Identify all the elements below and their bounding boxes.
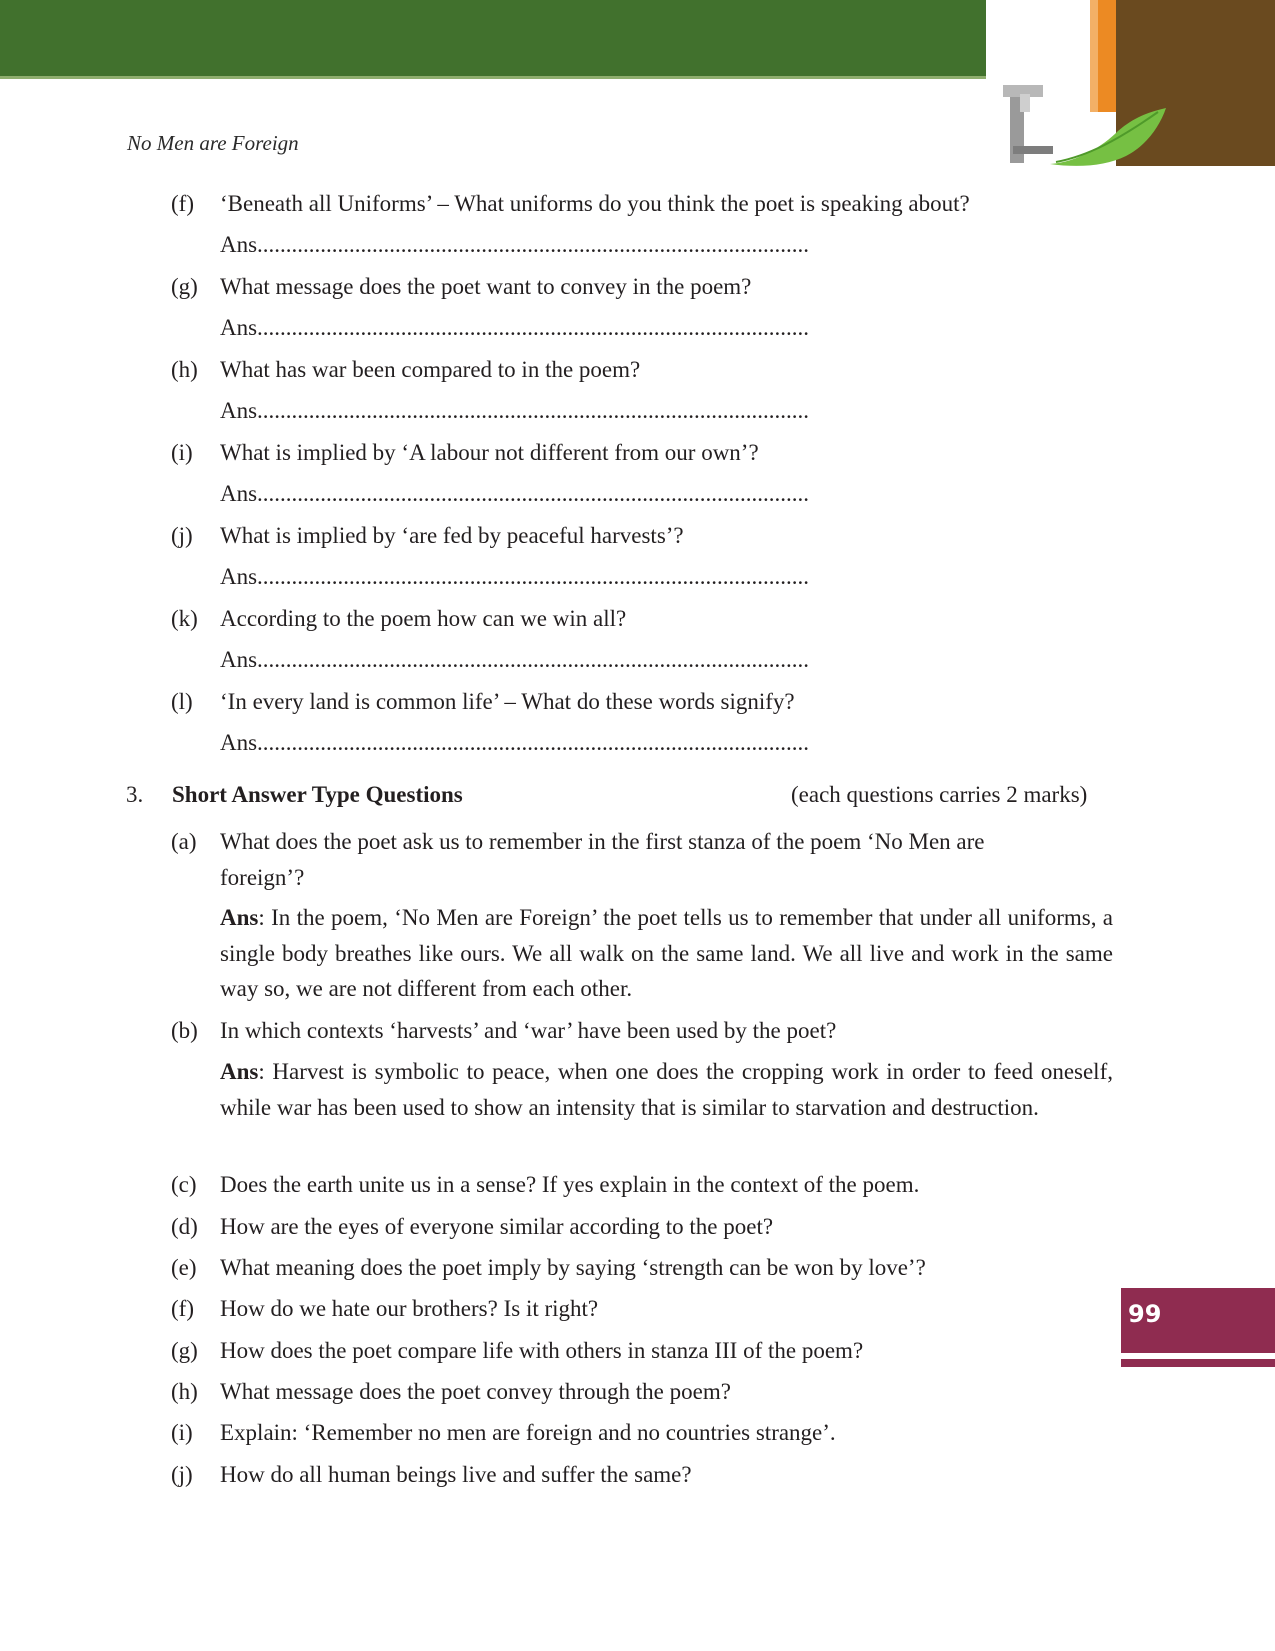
answer-line: Ans................................................................................................ [220, 647, 810, 672]
item-label: (g) [171, 274, 198, 299]
answer-line: Ans................................................................................................ [220, 232, 810, 257]
answer-text: : Harvest is symbolic to peace, when one does the cropping work in order to feed oneself, while war has been used to show an intensity that is similar to starvation and destruction. [220, 1059, 1113, 1120]
item-label: (j) [171, 1462, 193, 1487]
item-question: What meaning does the poet imply by saying ‘strength can be won by love’? [220, 1255, 926, 1280]
item-question: How does the poet compare life with others in stanza III of the poem? [220, 1338, 864, 1363]
header-green-line [0, 76, 986, 79]
answer-paragraph [220, 1054, 1113, 1125]
item-label: (h) [171, 1379, 198, 1404]
item-label: (j) [171, 523, 193, 548]
answer-prefix: Ans [220, 905, 259, 930]
item-question: ‘Beneath all Uniforms’ – What uniforms do you think the poet is speaking about? [220, 191, 970, 216]
page-number-underline [1121, 1359, 1275, 1367]
answer-line: Ans................................................................................................ [220, 398, 810, 423]
item-question: Does the earth unite us in a sense? If yes explain in the context of the poem. [220, 1172, 920, 1197]
item-question-cont: foreign’? [220, 865, 305, 890]
item-question: What does the poet ask us to remember in the first stanza of the poem ‘No Men are [220, 829, 985, 854]
running-title: No Men are Foreign [127, 131, 299, 155]
answer-paragraph [220, 900, 1113, 1007]
item-label: (e) [171, 1255, 197, 1280]
item-question: What message does the poet convey through the poem? [220, 1379, 731, 1404]
page-number: 99 [1128, 1300, 1162, 1328]
item-label: (i) [171, 440, 193, 465]
item-question: How do all human beings live and suffer the same? [220, 1462, 692, 1487]
answer-text: : In the poem, ‘No Men are Foreign’ the poet tells us to remember that under all uniforms, a single body breathes like ours. We all walk on the same land. We all live and work in the same way so, we are not different from each other. [220, 905, 1113, 1001]
section-title: Short Answer Type Questions [172, 782, 463, 807]
item-label: (c) [171, 1172, 197, 1197]
answer-line: Ans................................................................................................ [220, 730, 810, 755]
answer-line: Ans................................................................................................ [220, 481, 810, 506]
header-green-band [0, 0, 986, 76]
item-question: What is implied by ‘are fed by peaceful harvests’? [220, 523, 684, 548]
item-question: ‘In every land is common life’ – What do these words signify? [220, 689, 795, 714]
item-question: In which contexts ‘harvests’ and ‘war’ have been used by the poet? [220, 1018, 837, 1043]
item-question: What has war been compared to in the poem? [220, 357, 641, 382]
item-question: What message does the poet want to convey in the poem? [220, 274, 752, 299]
item-question: How do we hate our brothers? Is it right? [220, 1296, 599, 1321]
leaf-icon [1048, 106, 1168, 168]
item-label: (d) [171, 1214, 198, 1239]
item-question: How are the eyes of everyone similar according to the poet? [220, 1214, 774, 1239]
header-orange-light-stripe [1090, 0, 1098, 112]
item-label: (a) [171, 829, 197, 854]
item-label: (k) [171, 606, 198, 631]
item-question: What is implied by ‘A labour not different from our own’? [220, 440, 759, 465]
item-label: (i) [171, 1420, 193, 1445]
section-number: 3. [126, 782, 144, 807]
item-label: (b) [171, 1018, 198, 1043]
item-question: Explain: ‘Remember no men are foreign and no countries strange’. [220, 1420, 836, 1445]
header-orange-stripe [1098, 0, 1116, 112]
item-label: (g) [171, 1338, 198, 1363]
answer-line: Ans................................................................................................ [220, 564, 810, 589]
item-label: (h) [171, 357, 198, 382]
answer-line: Ans................................................................................................ [220, 315, 810, 340]
answer-prefix: Ans [220, 1059, 259, 1084]
item-label: (f) [171, 191, 194, 216]
item-label: (l) [171, 689, 193, 714]
item-label: (f) [171, 1296, 194, 1321]
marks-note: (each questions carries 2 marks) [791, 782, 1088, 807]
item-question: According to the poem how can we win all? [220, 606, 627, 631]
